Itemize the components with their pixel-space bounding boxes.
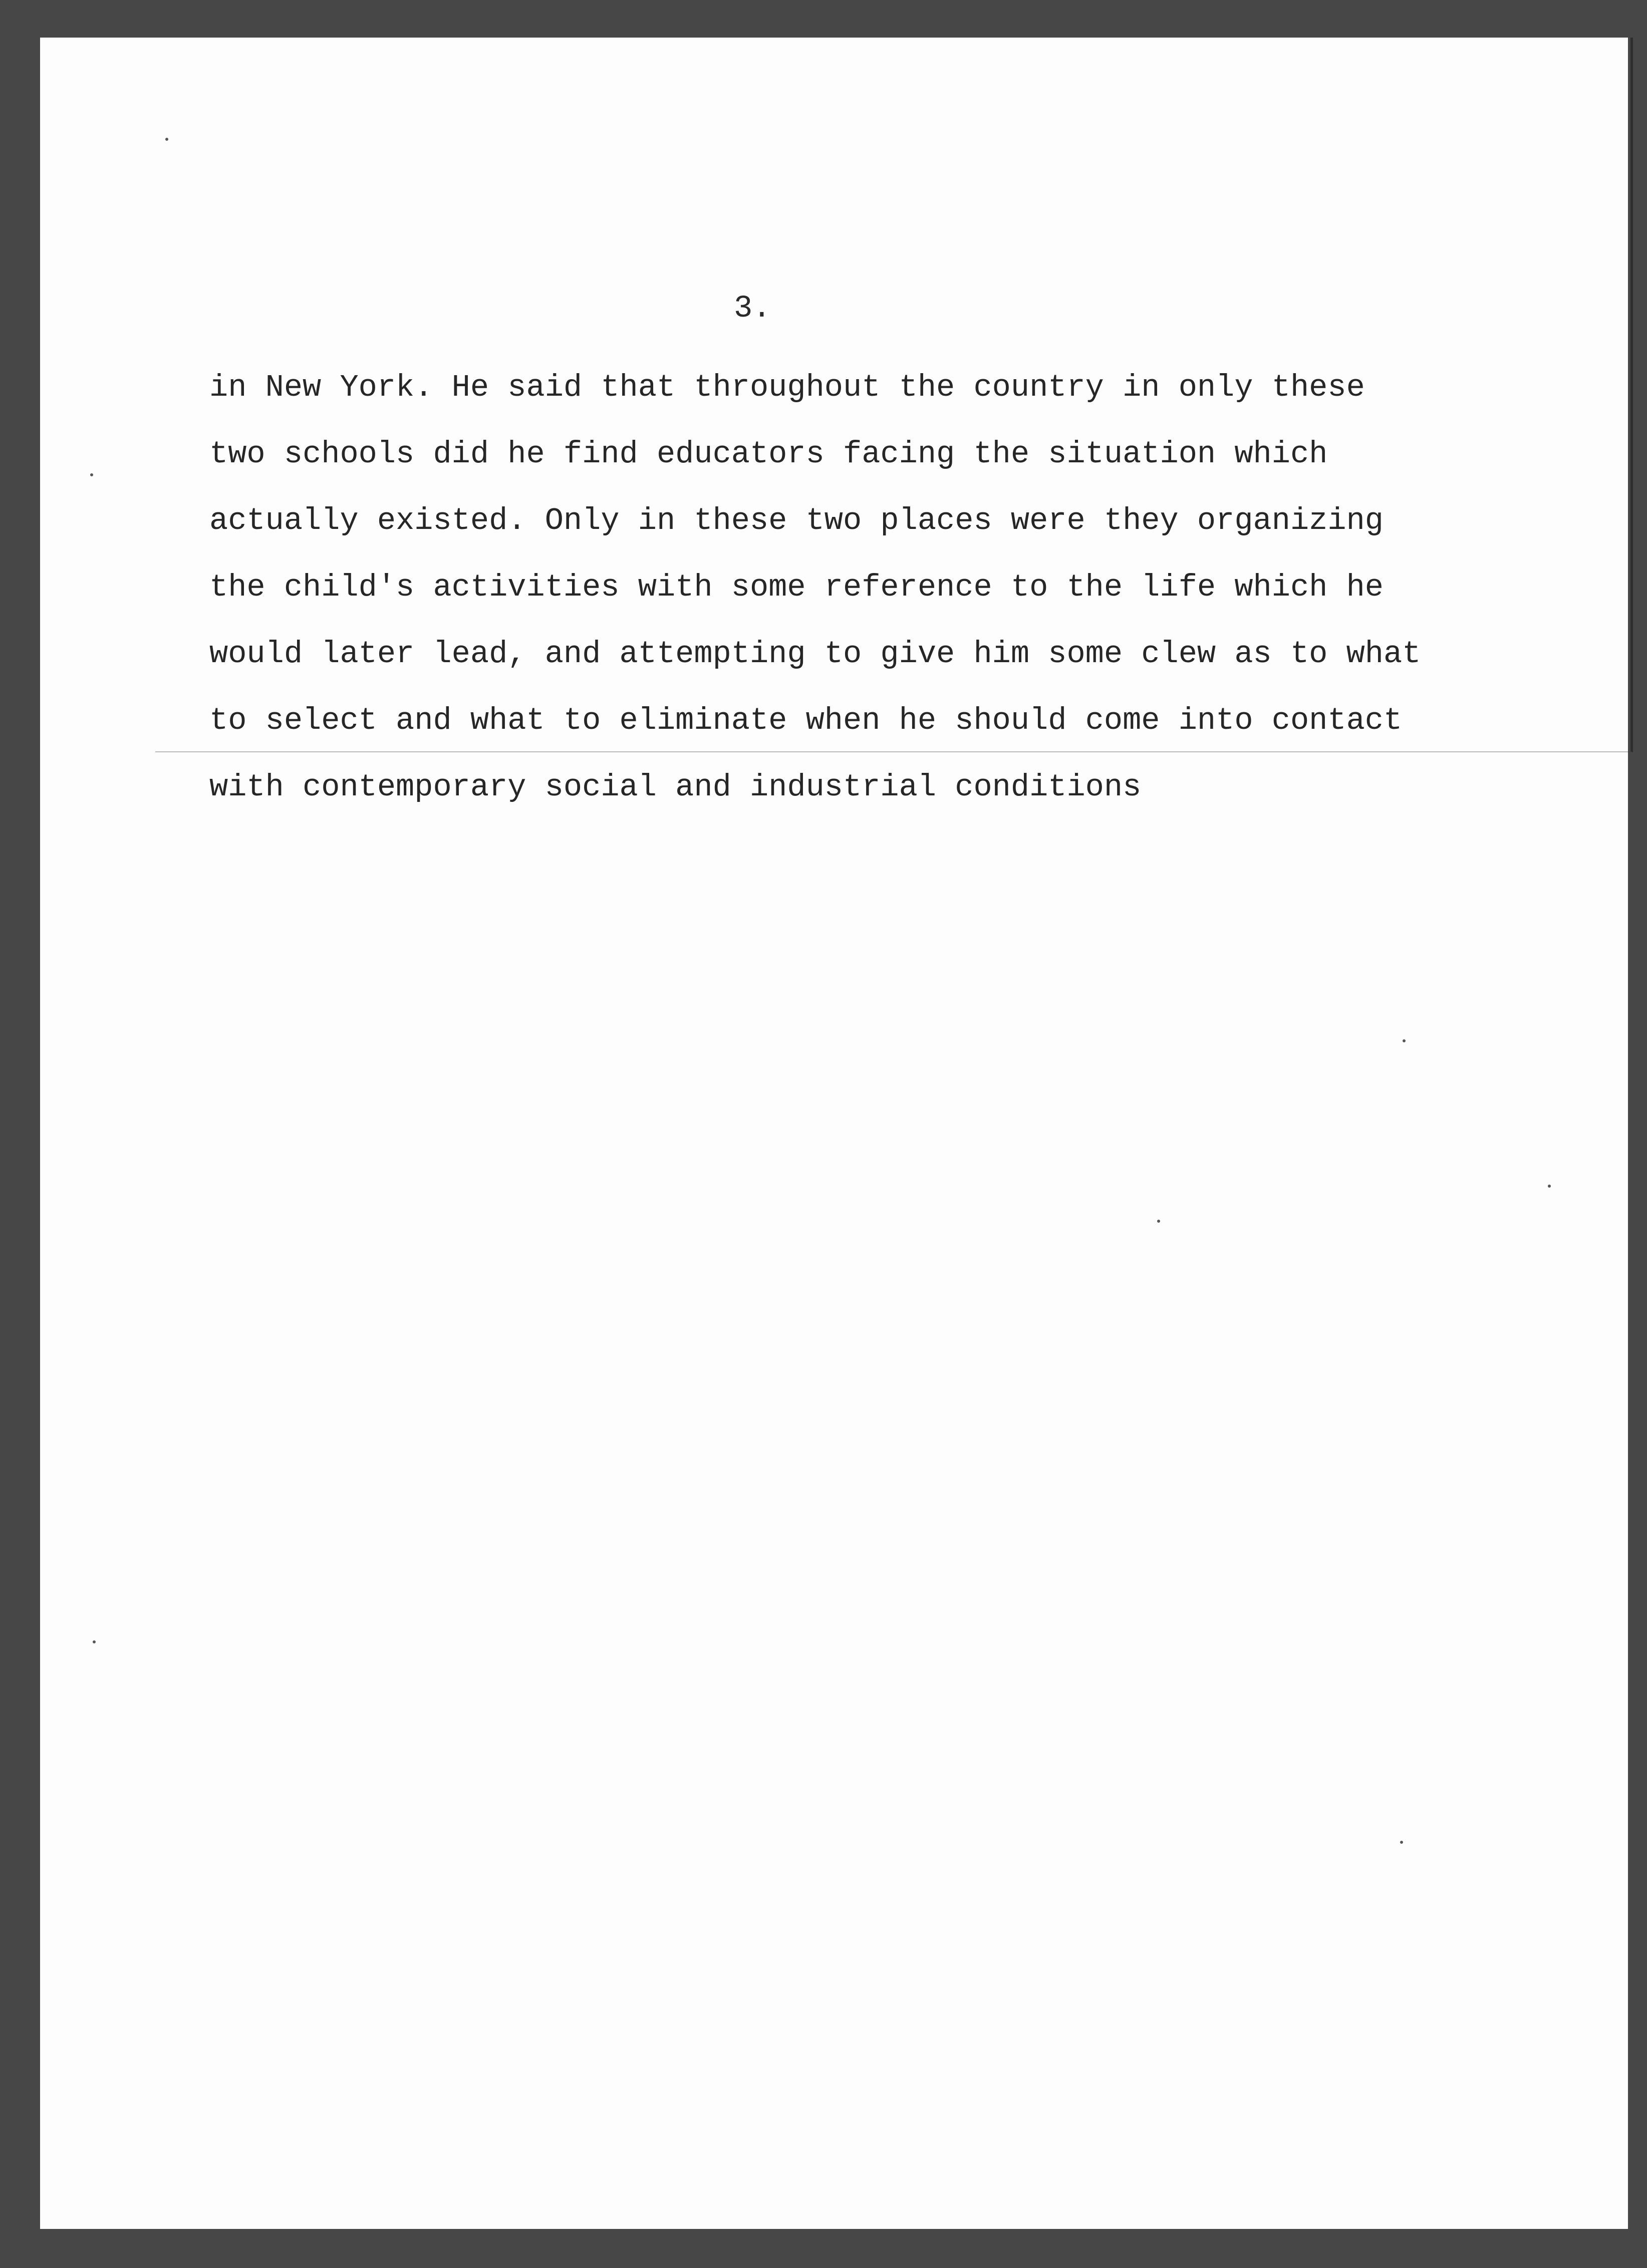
- text-line: two schools did he find educators facing the situation which: [209, 436, 1328, 472]
- text-line: the child's activities with some reference to the life which he: [209, 570, 1384, 605]
- dust-speck: [165, 138, 168, 141]
- text-line: to select and what to eliminate when he should come into contact: [209, 703, 1403, 738]
- document-page: [40, 38, 1628, 2229]
- dust-speck: [93, 1640, 96, 1643]
- dust-speck: [1548, 1185, 1551, 1188]
- text-line: would later lead, and attempting to give him some clew as to what: [209, 636, 1421, 672]
- text-line: with contemporary social and industrial conditions: [209, 769, 1142, 805]
- dust-speck: [1157, 1220, 1160, 1223]
- dust-speck: [1403, 1039, 1406, 1042]
- page-number: 3.: [734, 291, 771, 326]
- text-line: actually existed. Only in these two places were they organizing: [209, 503, 1384, 538]
- body-paragraph: [209, 354, 1492, 820]
- dust-speck: [1400, 1841, 1403, 1844]
- text-line: in New York. He said that throughout the country in only these: [209, 370, 1365, 405]
- dust-speck: [90, 473, 93, 476]
